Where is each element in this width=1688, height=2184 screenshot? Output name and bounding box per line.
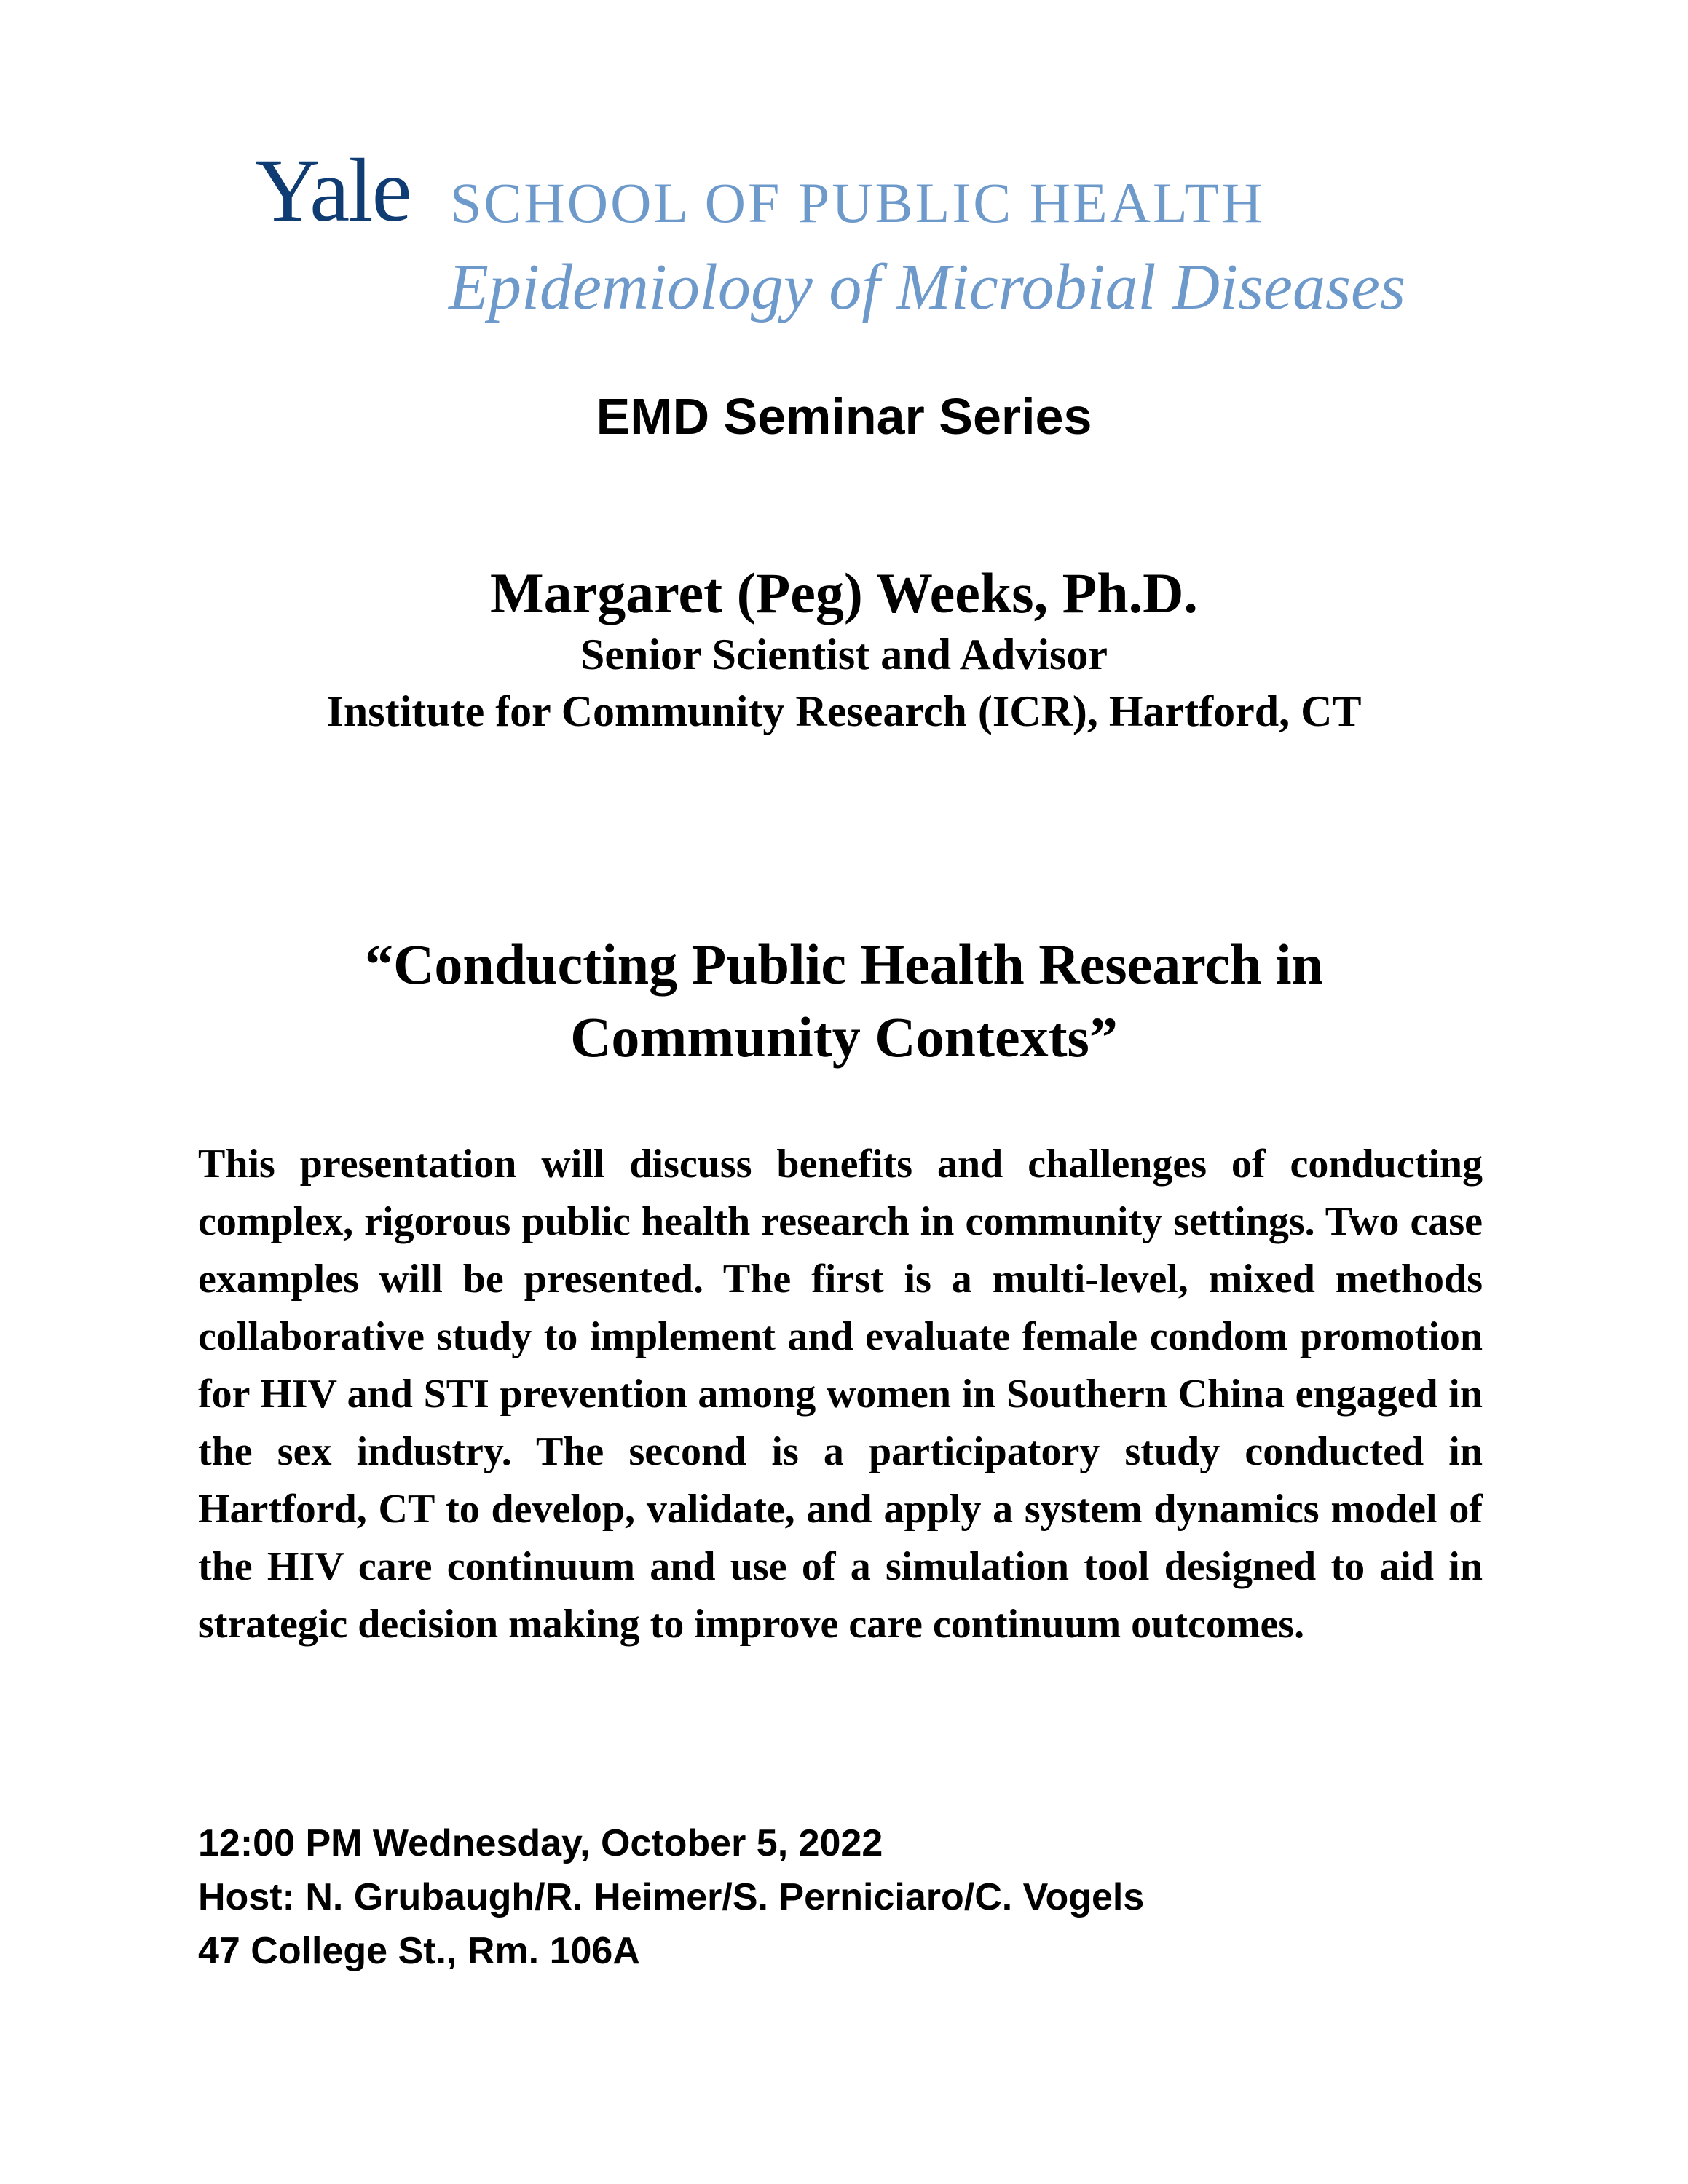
abstract-paragraph: This presentation will discuss benefits and challenges of conducting complex, rigorous public health research in community settings. Two case examples will be presented. The first is a multi-level, mixed methods collaborative study to implement and evaluate female condom promotion for HIV and STI prevention among women in Southern China engaged in the sex industry. The second is a participatory study conducted in Hartford, CT to develop, validate, and apply a system dynamics model of the HIV care continuum and use of a simulation tool designed to aid in strategic decision making to improve care continuum outcomes. <box>198 1142 1483 1647</box>
event-location: 47 College St., Rm. 106A <box>198 1930 640 1972</box>
speaker-title: Senior Scientist and Advisor <box>580 630 1108 678</box>
logo-yale-wordmark: Yale <box>255 141 411 240</box>
speaker-block <box>0 561 1688 740</box>
logo-school-name: SCHOOL OF PUBLIC HEALTH <box>450 171 1265 234</box>
event-host: Host: N. Grubaugh/R. Heimer/S. Perniciaro/C. Vogels <box>198 1876 1145 1918</box>
seminar-series-title: EMD Seminar Series <box>596 388 1092 445</box>
event-details <box>198 1816 1144 1978</box>
talk-title-line-2: Community Contexts” <box>570 1005 1118 1069</box>
talk-title-line-1: “Conducting Public Health Research in <box>365 933 1323 996</box>
event-datetime: 12:00 PM Wednesday, October 5, 2022 <box>198 1822 883 1864</box>
talk-title <box>0 928 1688 1074</box>
speaker-name: Margaret (Peg) Weeks, Ph.D. <box>490 561 1198 625</box>
logo-department-name: Epidemiology of Microbial Diseases <box>449 251 1405 323</box>
speaker-affiliation: Institute for Community Research (ICR), Hartford, CT <box>326 687 1362 735</box>
yale-sph-logo <box>255 141 1435 342</box>
